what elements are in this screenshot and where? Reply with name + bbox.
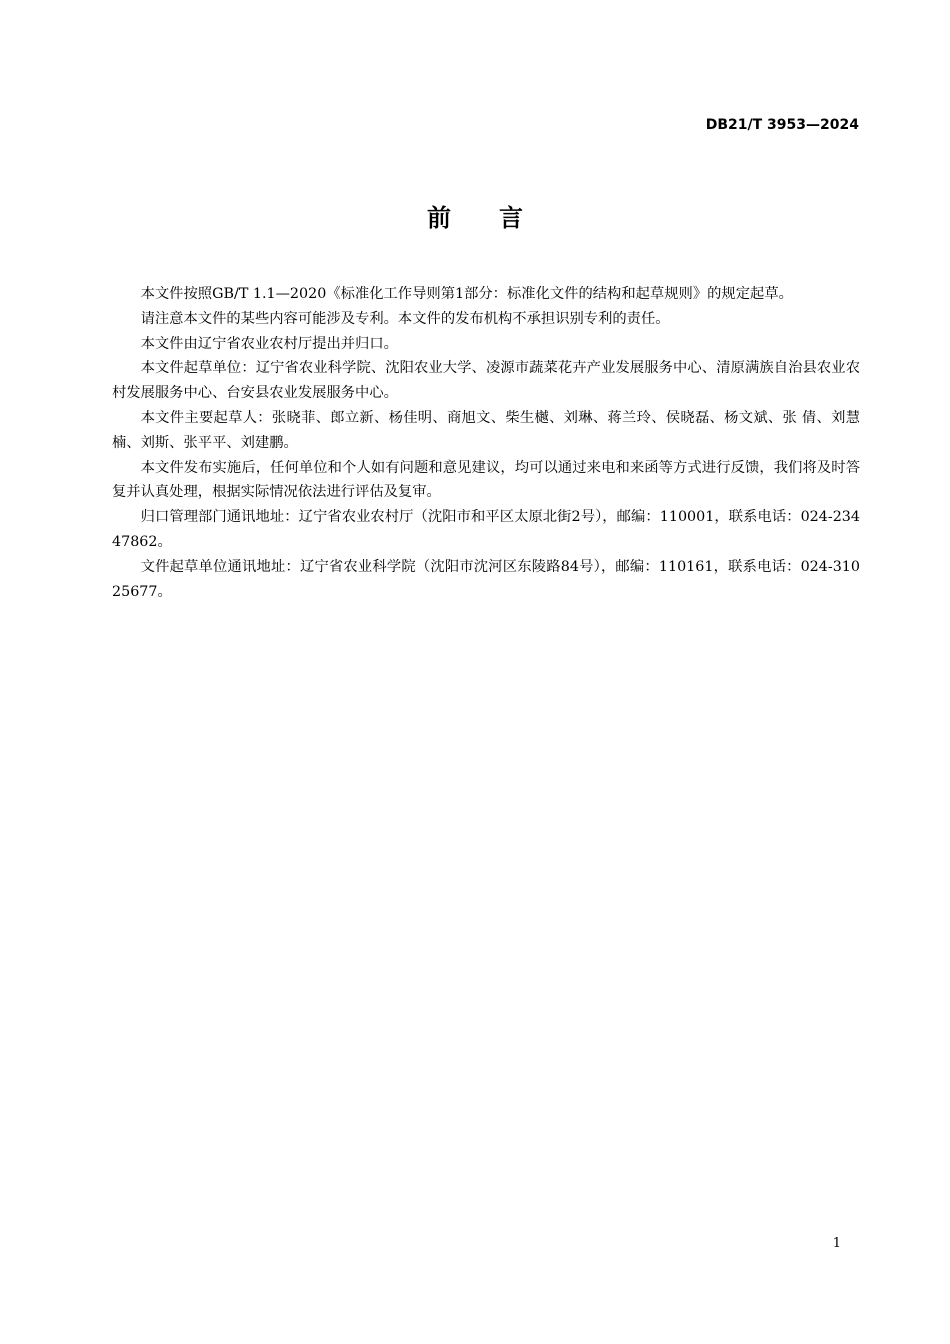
paragraph-drafting-units: 本文件起草单位：辽宁省农业科学院、沈阳农业大学、凌源市蔬菜花卉产业发展服务中心、清原满族自治县农业农村发展服务中心、台安县农业发展服务中心。	[112, 360, 860, 402]
paragraph-drafter-address: 文件起草单位通讯地址：辽宁省农业科学院（沈阳市沈河区东陵路84号），邮编：110161，联系电话：024-31025677。	[112, 558, 860, 600]
paragraph-authority-address: 归口管理部门通讯地址：辽宁省农业农村厅（沈阳市和平区太原北街2号），邮编：110001，联系电话：024-23447862。	[112, 509, 860, 550]
paragraph-drafters: 本文件主要起草人：张晓菲、郎立新、杨佳明、商旭文、柴生樾、刘琳、蒋兰玲、侯晓磊、杨文斌、张 倩、刘慧楠、刘斯、张平平、刘建鹏。	[112, 409, 860, 451]
paragraph-drafting-rules: 本文件按照GB/T 1.1—2020《标准化工作导则第1部分：标准化文件的结构和起草规则》的规定起草。	[140, 286, 793, 302]
paragraph-patent-notice: 请注意本文件的某些内容可能涉及专利。本文件的发布机构不承担识别专利的责任。	[140, 310, 670, 327]
document-code: DB21/T 3953—2024	[705, 117, 859, 133]
foreword-body	[112, 282, 860, 604]
page-title: 前言	[427, 204, 571, 232]
paragraph-proposer: 本文件由辽宁省农业农村厅提出并归口。	[140, 335, 398, 352]
page-number: 1	[832, 1236, 841, 1251]
paragraph-feedback: 本文件发布实施后，任何单位和个人如有问题和意见建议，均可以通过来电和来函等方式进行反馈，我们将及时答复并认真处理，根据实际情况依法进行评估及复审。	[112, 459, 860, 501]
